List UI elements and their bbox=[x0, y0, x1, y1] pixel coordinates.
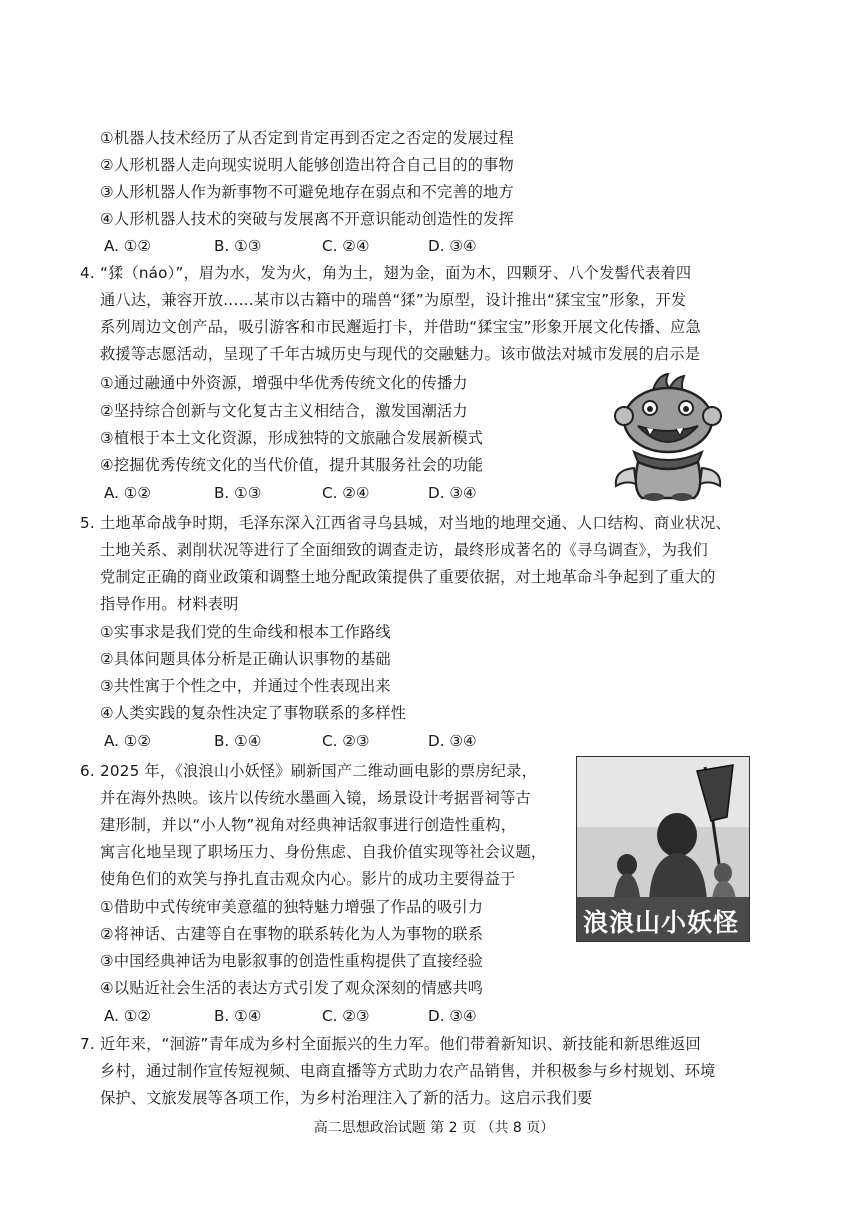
q6-statement-1: ①借助中式传统审美意蕴的独特魅力增强了作品的吸引力 bbox=[100, 898, 484, 916]
q6-stem-line-2: 并在海外热映。该片以传统水墨画入镜，场景设计考据晋祠等古 bbox=[100, 789, 531, 807]
q7-number: 7. bbox=[80, 1035, 95, 1053]
q5-stem-line-4: 指导作用。材料表明 bbox=[100, 595, 239, 613]
q4-option-c: C. ②④ bbox=[322, 484, 370, 502]
movie-poster-title: 浪浪山小妖怪 bbox=[583, 908, 740, 937]
q5-number: 5. bbox=[80, 514, 95, 532]
q4-statement-3: ③植根于本土文化资源，形成独特的文旅融合发展新模式 bbox=[100, 429, 484, 447]
q3-option-c: C. ②④ bbox=[322, 237, 370, 255]
q6-stem-line-1: 2025 年，《浪浪山小妖怪》刷新国产二维动画电影的票房纪录， bbox=[100, 762, 537, 780]
q4-statement-2: ②坚持综合创新与文化复古主义相结合，激发国潮活力 bbox=[100, 402, 468, 420]
q6-stem-line-5: 使角色们的欢笑与挣扎直击观众内心。影片的成功主要得益于 bbox=[100, 870, 516, 888]
q4-stem-line-2: 通八达，兼容开放……某市以古籍中的瑞兽“猱”为原型，设计推出“猱宝宝”形象，开发 bbox=[100, 291, 687, 309]
q3-option-d: D. ③④ bbox=[428, 237, 477, 255]
q6-number: 6. bbox=[80, 762, 95, 780]
q4-number: 4. bbox=[80, 264, 95, 282]
q4-option-b: B. ①③ bbox=[214, 484, 262, 502]
q4-stem-line-3: 系列周边文创产品，吸引游客和市民邂逅打卡，并借助“猱宝宝”形象开展文化传播、应急 bbox=[100, 318, 701, 336]
q6-option-d: D. ③④ bbox=[428, 1007, 477, 1025]
q5-option-c: C. ②③ bbox=[322, 732, 370, 750]
q6-stem-line-4: 寓言化地呈现了职场压力、身份焦虑、自我价值实现等社会议题， bbox=[100, 843, 547, 861]
page-footer: 高二思想政治试题 第 2 页 （共 8 页） bbox=[313, 1120, 555, 1136]
q3-statement-4: ④人形机器人技术的突破与发展离不开意识能动创造性的发挥 bbox=[100, 210, 514, 228]
q3-statement-3: ③人形机器人作为新事物不可避免地存在弱点和不完善的地方 bbox=[100, 183, 514, 201]
q4-option-a: A. ①② bbox=[104, 484, 152, 502]
q7-stem-line-2: 乡村，通过制作宣传短视频、电商直播等方式助力农产品销售，并积极参与乡村规划、环境 bbox=[100, 1062, 716, 1080]
mascot-illustration bbox=[612, 372, 724, 502]
q7-stem-line-3: 保护、文旅发展等各项工作，为乡村治理注入了新的活力。这启示我们要 bbox=[100, 1089, 593, 1107]
q4-statement-4: ④挖掘优秀传统文化的当代价值，提升其服务社会的功能 bbox=[100, 456, 484, 474]
q3-statement-1: ①机器人技术经历了从否定到肯定再到否定之否定的发展过程 bbox=[100, 129, 514, 147]
q5-stem-line-2: 土地关系、剥削状况等进行了全面细致的调查走访，最终形成著名的《寻乌调查》，为我们 bbox=[100, 541, 708, 559]
q7-stem-line-1: 近年来，“洄游”青年成为乡村全面振兴的生力军。他们带着新知识、新技能和新思维返回 bbox=[100, 1035, 701, 1053]
q6-statement-2: ②将神话、古建等自在事物的联系转化为人为事物的联系 bbox=[100, 925, 484, 943]
q5-option-b: B. ①④ bbox=[214, 732, 262, 750]
q5-stem-line-3: 党制定正确的商业政策和调整土地分配政策提供了重要依据，对土地革命斗争起到了重大的 bbox=[100, 568, 716, 586]
q6-stem-line-3: 建形制，并以“小人物”视角对经典神话叙事进行创造性重构， bbox=[100, 816, 517, 834]
q4-option-d: D. ③④ bbox=[428, 484, 477, 502]
q3-statement-2: ②人形机器人走向现实说明人能够创造出符合自己目的的事物 bbox=[100, 156, 514, 174]
q5-statement-1: ①实事求是我们党的生命线和根本工作路线 bbox=[100, 623, 391, 641]
q4-stem-line-4: 救援等志愿活动，呈现了千年古城历史与现代的交融魅力。该市做法对城市发展的启示是 bbox=[100, 345, 701, 363]
q5-option-d: D. ③④ bbox=[428, 732, 477, 750]
q6-statement-3: ③中国经典神话为电影叙事的创造性重构提供了直接经验 bbox=[100, 952, 484, 970]
q5-statement-3: ③共性寓于个性之中，并通过个性表现出来 bbox=[100, 677, 391, 695]
movie-poster bbox=[576, 756, 750, 942]
q6-option-b: B. ①④ bbox=[214, 1007, 262, 1025]
q3-option-a: A. ①② bbox=[104, 237, 152, 255]
q6-option-c: C. ②③ bbox=[322, 1007, 370, 1025]
q5-stem-line-1: 土地革命战争时期，毛泽东深入江西省寻乌县城，对当地的地理交通、人口结构、商业状况、 bbox=[100, 514, 731, 532]
q3-option-b: B. ①③ bbox=[214, 237, 262, 255]
q4-stem-line-1: “猱（náo）”，眉为水，发为火，角为土，翅为金，面为木，四颗牙、八个发髻代表着四 bbox=[100, 264, 692, 282]
q5-statement-4: ④人类实践的复杂性决定了事物联系的多样性 bbox=[100, 704, 407, 722]
q4-statement-1: ①通过融通中外资源，增强中华优秀传统文化的传播力 bbox=[100, 374, 468, 392]
q5-statement-2: ②具体问题具体分析是正确认识事物的基础 bbox=[100, 650, 391, 668]
q6-option-a: A. ①② bbox=[104, 1007, 152, 1025]
q6-statement-4: ④以贴近社会生活的表达方式引发了观众深刻的情感共鸣 bbox=[100, 979, 484, 997]
q5-option-a: A. ①② bbox=[104, 732, 152, 750]
